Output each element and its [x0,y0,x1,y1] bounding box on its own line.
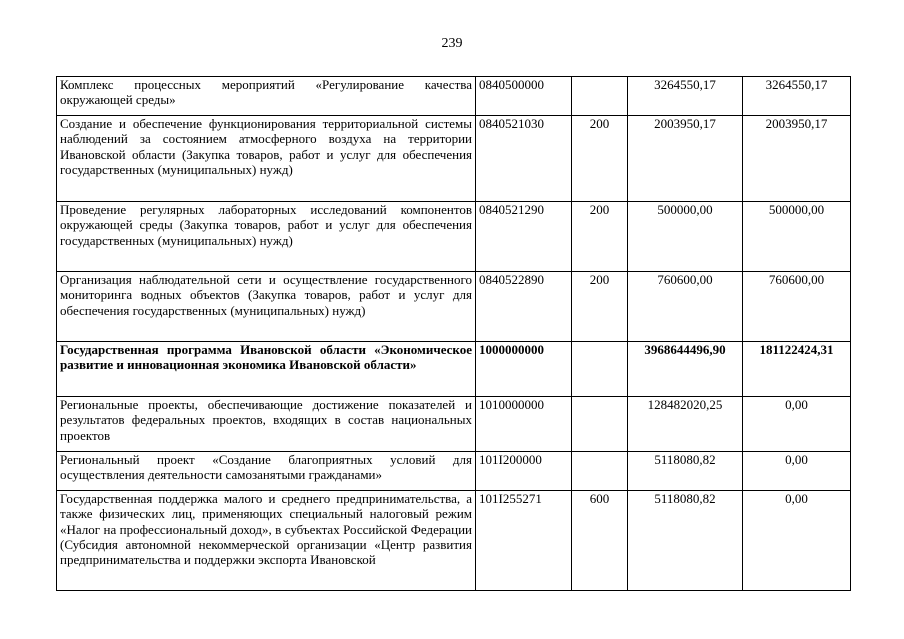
row-amount-2: 2003950,17 [743,116,851,202]
row-expense-type: 200 [572,202,628,272]
row-amount-2: 500000,00 [743,202,851,272]
row-name: Региональный проект «Создание благоприятных условий для осуществления деятельности самозанятыми гражданами» [57,452,476,491]
row-amount-1: 3968644496,90 [628,342,743,397]
row-amount-1: 5118080,82 [628,491,743,591]
row-name: Комплекс процессных мероприятий «Регулирование качества окружающей среды» [57,77,476,116]
row-code: 101I200000 [476,452,572,491]
row-expense-type [572,77,628,116]
table-row [57,202,851,272]
row-amount-2: 3264550,17 [743,77,851,116]
row-code: 1000000000 [476,342,572,397]
row-amount-2: 0,00 [743,397,851,452]
row-expense-type [572,452,628,491]
row-amount-1: 760600,00 [628,272,743,342]
row-expense-type: 600 [572,491,628,591]
row-name: Организация наблюдательной сети и осуществление государственного мониторинга водных объектов (Закупка товаров, работ и услуг для обеспечения государственных (муниципальных) нужд) [57,272,476,342]
row-amount-1: 3264550,17 [628,77,743,116]
row-expense-type [572,342,628,397]
row-name: Государственная программа Ивановской области «Экономическое развитие и инновационная экономика Ивановской области» [57,342,476,397]
table-row [57,452,851,491]
row-code: 1010000000 [476,397,572,452]
row-amount-1: 5118080,82 [628,452,743,491]
row-code: 0840521030 [476,116,572,202]
row-amount-1: 500000,00 [628,202,743,272]
row-amount-1: 2003950,17 [628,116,743,202]
row-expense-type: 200 [572,272,628,342]
page-number: 239 [441,36,463,51]
table-row [57,397,851,452]
budget-table [56,76,851,591]
row-code: 0840500000 [476,77,572,116]
table-row [57,77,851,116]
row-code: 0840521290 [476,202,572,272]
row-name: Проведение регулярных лабораторных исследований компонентов окружающей среды (Закупка товаров, работ и услуг для обеспечения государственных (муниципальных) нужд) [57,202,476,272]
table-row [57,342,851,397]
row-amount-1: 128482020,25 [628,397,743,452]
row-amount-2: 0,00 [743,452,851,491]
table-row [57,272,851,342]
table-row [57,116,851,202]
row-name: Государственная поддержка малого и среднего предпринимательства, а также физических лиц, применяющих специальный налоговый режим «Налог на профессиональный доход», в субъектах Российской Федерации (Субсидия автономной некоммерческой организации «Центр развития предпринимательства и поддержки экспорта Ивановской [57,491,476,591]
row-code: 0840522890 [476,272,572,342]
row-expense-type [572,397,628,452]
row-amount-2: 181122424,31 [743,342,851,397]
row-name: Создание и обеспечение функционирования территориальной системы наблюдений за состоянием атмосферного воздуха на территории Ивановской области (Закупка товаров, работ и услуг для обеспечения государственных (муниципальных) нужд) [57,116,476,202]
row-expense-type: 200 [572,116,628,202]
row-amount-2: 0,00 [743,491,851,591]
row-code: 101I255271 [476,491,572,591]
table-row [57,491,851,591]
row-amount-2: 760600,00 [743,272,851,342]
row-name: Региональные проекты, обеспечивающие достижение показателей и результатов федеральных проектов, входящих в состав национальных проектов [57,397,476,452]
